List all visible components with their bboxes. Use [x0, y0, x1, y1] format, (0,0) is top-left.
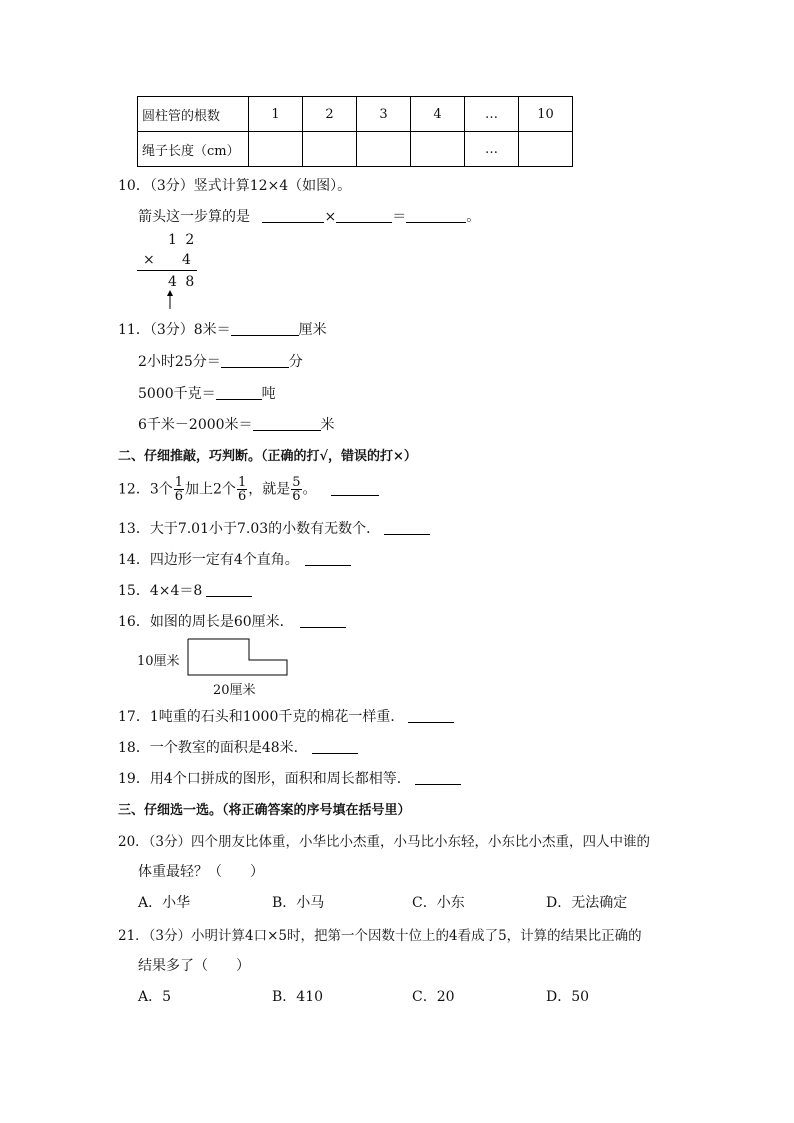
step-shape [187, 638, 289, 676]
q11-blank-1[interactable] [231, 321, 299, 336]
table-cell[interactable] [357, 132, 411, 167]
table-cell: 4 [411, 97, 465, 132]
fraction-3: $\frac{5}{6}$ [292, 475, 301, 504]
table-cell: … [465, 132, 519, 167]
q11-blank-4[interactable] [253, 416, 321, 431]
q11-line-1 [118, 319, 327, 339]
q13-answer-blank[interactable] [384, 520, 430, 535]
q10-prompt: 箭头这一步算的是 [138, 209, 250, 225]
label-width: 20厘米 [213, 683, 256, 698]
q11-line-4 [138, 414, 335, 434]
q14-answer-blank[interactable] [305, 551, 351, 566]
q10-vertical-calc [137, 232, 201, 310]
q20-option-d[interactable]: D．无法确定 [546, 895, 628, 911]
q11-text-2: 2小时25分＝ [138, 354, 221, 370]
q21-line-2: 结果多了（ ） [138, 958, 250, 974]
section-3-heading: 三、仔细选一选。（将正确答案的序号填在括号里） [118, 803, 411, 818]
calc-result: 4 8 [168, 274, 197, 290]
table-cell: 1 [249, 97, 303, 132]
q10-end: 。 [466, 209, 481, 225]
label-height: 10厘米 [137, 654, 180, 669]
q10-times: × [324, 209, 337, 225]
q21-option-d[interactable]: D．50 [546, 989, 590, 1005]
q11-text-4: 6千米－2000米＝ [138, 417, 253, 433]
table-cell: 10 [519, 97, 573, 132]
fraction-1: $\frac{1}{6}$ [174, 475, 184, 504]
q16-answer-blank[interactable] [300, 613, 346, 628]
q19-answer-blank[interactable] [415, 770, 461, 785]
q13-text: 13．大于7.01小于7.03的小数有无数个． [118, 521, 381, 537]
q12-text-2: 加上2个 [185, 481, 236, 498]
q17-line [118, 706, 454, 726]
q21-line-1: 21．（3分）小明计算4口×5时，把第一个因数十位上的4看成了5，计算的结果比正确的 [118, 928, 642, 944]
q11-line-3 [138, 383, 276, 403]
calc-op: × [143, 252, 155, 268]
q20-option-b[interactable]: B．小马 [272, 895, 325, 911]
q10-title: 10．（3分）竖式计算12×4（如图）。 [118, 178, 352, 194]
section-2-heading: 二、仔细推敲，巧判断。（正确的打√，错误的打×） [118, 449, 417, 464]
q19-text: 19．用4个口拼成的图形，面积和周长都相等． [118, 771, 411, 787]
table-cell[interactable] [249, 132, 303, 167]
q11-unit-2: 分 [288, 354, 303, 370]
q21-option-c[interactable]: C．20 [412, 989, 455, 1005]
q12-text-1: 12．3个 [118, 481, 173, 498]
q20-option-a[interactable]: A．小华 [138, 895, 191, 911]
q15-answer-blank[interactable] [206, 582, 252, 597]
q14-text: 14．四边形一定有4个直角。 [118, 552, 299, 568]
q20-line-1: 20．（3分）四个朋友比体重，小华比小杰重，小马比小东轻，小东比小杰重，四人中谁的 [118, 834, 651, 850]
q20-line-2: 体重最轻？（ ） [138, 864, 264, 880]
table-row [138, 132, 573, 167]
q20-option-c[interactable]: C．小东 [412, 895, 465, 911]
calc-top: 1 2 [168, 232, 197, 248]
table-cell[interactable] [303, 132, 357, 167]
q21-option-b[interactable]: B．410 [272, 989, 324, 1005]
q16-text: 16．如图的周长是60厘米． [118, 614, 294, 630]
table-cell: … [465, 97, 519, 132]
q13-line [118, 518, 430, 538]
q21-option-a[interactable]: A．5 [138, 989, 172, 1005]
q16-line [118, 611, 346, 631]
q12-answer-blank[interactable] [331, 481, 379, 496]
q15-text: 15．4×4＝8 [118, 583, 203, 599]
q10-prompt-line [138, 206, 480, 226]
table-header-rope-length: 绳子长度（cm） [138, 132, 249, 167]
q11-text-3: 5000千克＝ [138, 386, 216, 402]
q12-line [118, 476, 379, 503]
q11-unit-3: 吨 [261, 386, 276, 402]
q18-text: 18．一个教室的面积是48米． [118, 740, 308, 756]
arrow-up-icon [165, 290, 175, 310]
q11-blank-3[interactable] [216, 385, 262, 400]
q18-line [118, 737, 358, 757]
q11-line-2 [138, 351, 303, 371]
q18-answer-blank[interactable] [312, 739, 358, 754]
table-cell: 2 [303, 97, 357, 132]
q10-equals: ＝ [392, 209, 407, 225]
table-cell: 3 [357, 97, 411, 132]
q12-text-3: ，就是 [248, 481, 291, 498]
calc-multiplier: 4 [182, 252, 191, 268]
rope-length-table [137, 96, 573, 167]
q16-figure [135, 638, 291, 696]
q11-text-1: 11．（3分）8米＝ [118, 322, 231, 338]
q15-line [118, 580, 252, 600]
q11-unit-4: 米 [320, 417, 335, 433]
table-cell[interactable] [519, 132, 573, 167]
q11-unit-1: 厘米 [298, 322, 327, 338]
q12-text-4: 。 [302, 481, 317, 498]
q10-blank-3[interactable] [406, 208, 466, 223]
q14-line [118, 549, 351, 569]
table-header-pipe-count: 圆柱管的根数 [138, 97, 249, 132]
q19-line [118, 768, 461, 788]
q11-blank-2[interactable] [221, 353, 289, 368]
table-cell[interactable] [411, 132, 465, 167]
q10-blank-2[interactable] [336, 208, 392, 223]
q10-blank-1[interactable] [262, 208, 324, 223]
table-row [138, 97, 573, 132]
fraction-2: $\frac{1}{6}$ [237, 475, 247, 504]
calc-divider [137, 270, 197, 271]
q17-answer-blank[interactable] [408, 708, 454, 723]
q17-text: 17．1吨重的石头和1000千克的棉花一样重． [118, 709, 405, 725]
